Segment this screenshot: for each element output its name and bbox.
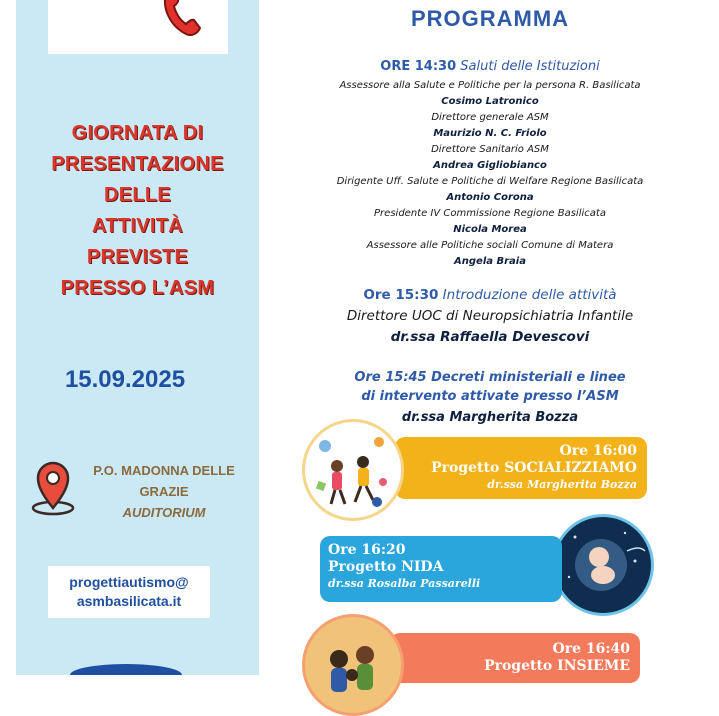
card-socializziamo: Ore 16:00 Progetto SOCIALIZZIAMO dr.ssa Margherita Bozza — [395, 437, 647, 499]
speaker-name: Nicola Morea — [453, 224, 527, 235]
speaker-role: Presidente IV Commissione Regione Basilicata — [374, 208, 606, 219]
speaker-name: Cosimo Latronico — [441, 96, 539, 107]
speaker-role: Assessore alle Politiche sociali Comune di Matera — [366, 240, 614, 251]
speaker-name: Andrea Gigliobianco — [433, 160, 547, 171]
children-playing-image — [302, 419, 404, 521]
card-insieme: Ore 16:40 Progetto INSIEME — [390, 633, 640, 683]
contact-email[interactable]: progettiautismo@ asmbasilicata.it — [48, 566, 210, 618]
programme-title: PROGRAMMA — [410, 6, 570, 31]
greetings-speakers — [290, 78, 690, 270]
event-date: 15.09.2025 — [64, 366, 186, 393]
event-title: GIORNATA DI PRESENTAZIONE DELLE ATTIVITÀ PREVISTE PRESSO L’ASM — [51, 122, 224, 299]
speaker-role: Direttore Sanitario ASM — [431, 144, 549, 155]
phone-icon — [156, 0, 216, 40]
speaker-name: Antonio Corona — [446, 192, 534, 203]
speaker-role: Assessore alla Salute e Politiche per la persona R. Basilicata — [339, 80, 641, 91]
event-location: P.O. MADONNA DELLE GRAZIE AUDITORIUM — [93, 463, 235, 520]
location-pin-icon — [30, 460, 76, 516]
family-image — [302, 614, 404, 716]
section-introduction: Ore 15:30 Introduzione delle attività Direttore UOC di Neuropsichiatria Infantile dr.ssa Raffaella Devescovi — [346, 287, 634, 345]
speaker-role: Direttore generale ASM — [431, 112, 549, 123]
baby-in-bubble-image — [552, 514, 654, 616]
speaker-name: Maurizio N. C. Friolo — [433, 128, 547, 139]
card-nida: Ore 16:20 Progetto NIDA dr.ssa Rosalba Passarelli — [320, 536, 562, 602]
section-greetings: ORE 14:30 Saluti delle Istituzioni Assessore alla Salute e Politiche per la persona R. Basilicata Cosimo Latronico Direttore generale ASM Maurizio N. C. Friolo Direttore Sanitario ASM Andrea Gigliobianco Dirigente Uff. Salute e Politiche di Welfare Regione Basilicata Antonio Corona Presidente IV Commissione Regione Basilicata Nicola Morea Assessore alle Politiche sociali Comune di Matera Angela Braia — [290, 58, 690, 270]
speaker-role: Dirigente Uff. Salute e Politiche di Welfare Regione Basilicata — [336, 176, 644, 187]
speaker-name: Angela Braia — [454, 256, 526, 267]
logo-box — [48, 0, 228, 54]
section-decrees: Ore 15:45 Decreti ministeriali e linee di intervento attivate presso l’ASM dr.ssa Margherita Bozza — [354, 370, 626, 425]
